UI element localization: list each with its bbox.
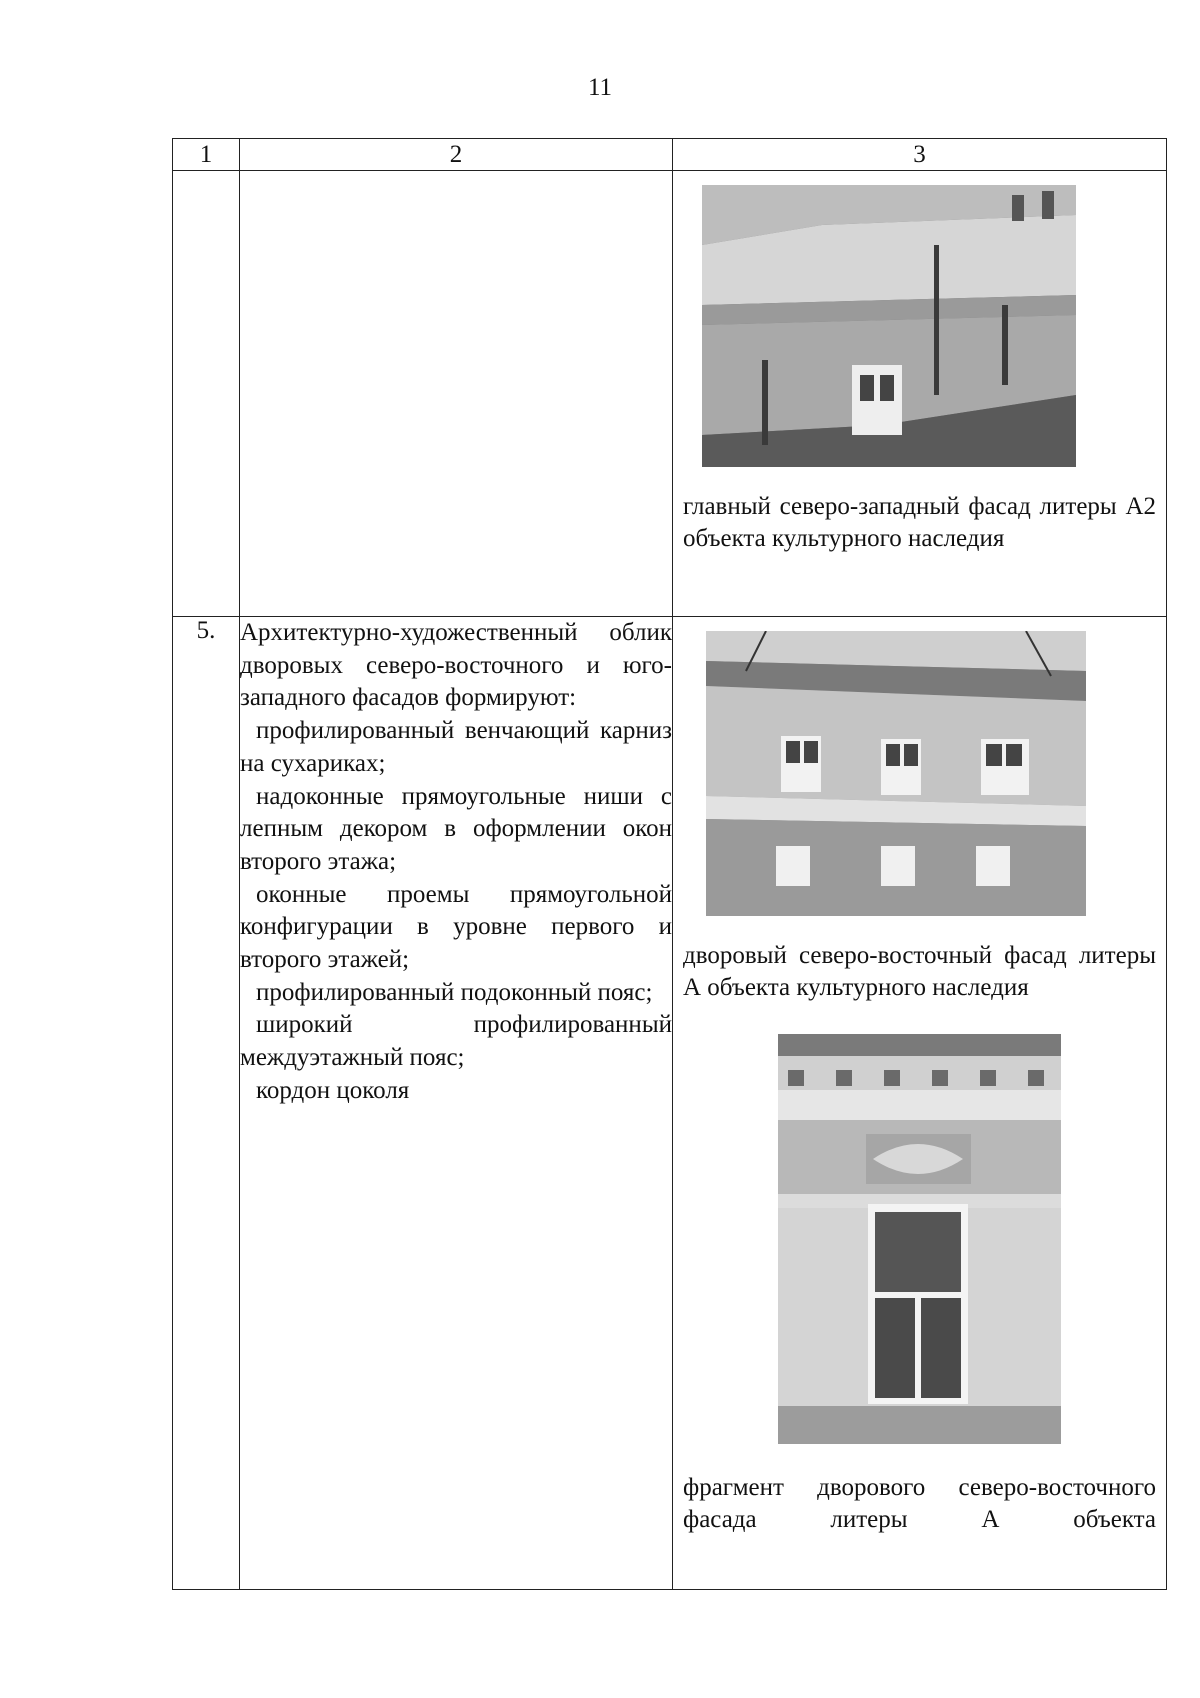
table-row: [173, 617, 1167, 1590]
column-header-1: 1: [173, 139, 240, 171]
northeast-facade-photo: [706, 631, 1086, 916]
list-item: широкий профилированный междуэтажный пояс;: [240, 1011, 672, 1072]
page-number: 11: [587, 74, 613, 101]
table-row: [173, 171, 1167, 617]
northwest-facade-photo: [702, 185, 1076, 467]
photo-caption: дворовый северо-восточный фасад литеры А объекта культурного наследия: [683, 942, 1156, 1001]
description-cell: [240, 617, 673, 1590]
list-item: оконные проемы прямоугольной конфигурации в уровне первого и второго этажей;: [240, 880, 672, 974]
table-header-row: [173, 139, 1167, 171]
photo-caption: фрагмент дворового северо-восточного фасада литеры А объекта: [683, 1474, 1156, 1533]
description-cell: [240, 171, 673, 617]
row-number: 5.: [173, 617, 240, 1590]
description-intro: Архитектурно-художественный облик дворовых северо-восточного и юго-западного фасадов формируют:: [240, 619, 672, 712]
photo-cell: [673, 617, 1167, 1590]
column-header-2: 2: [240, 139, 673, 171]
list-item: профилированный венчающий карниз на сухариках;: [240, 717, 672, 777]
column-header-3: 3: [673, 139, 1167, 171]
northeast-facade-fragment-photo: [778, 1034, 1061, 1444]
list-item: надоконные прямоугольные ниши с лепным декором в оформлении окон второго этажа;: [240, 782, 672, 875]
heritage-table: [172, 138, 1167, 1590]
photo-caption: главный северо-западный фасад литеры А2 объекта культурного наследия: [683, 493, 1156, 552]
list-item: кордон цоколя: [256, 1076, 410, 1104]
list-item: профилированный подоконный пояс;: [256, 978, 653, 1006]
row-number-cell: [173, 171, 240, 617]
photo-cell: [673, 171, 1167, 617]
